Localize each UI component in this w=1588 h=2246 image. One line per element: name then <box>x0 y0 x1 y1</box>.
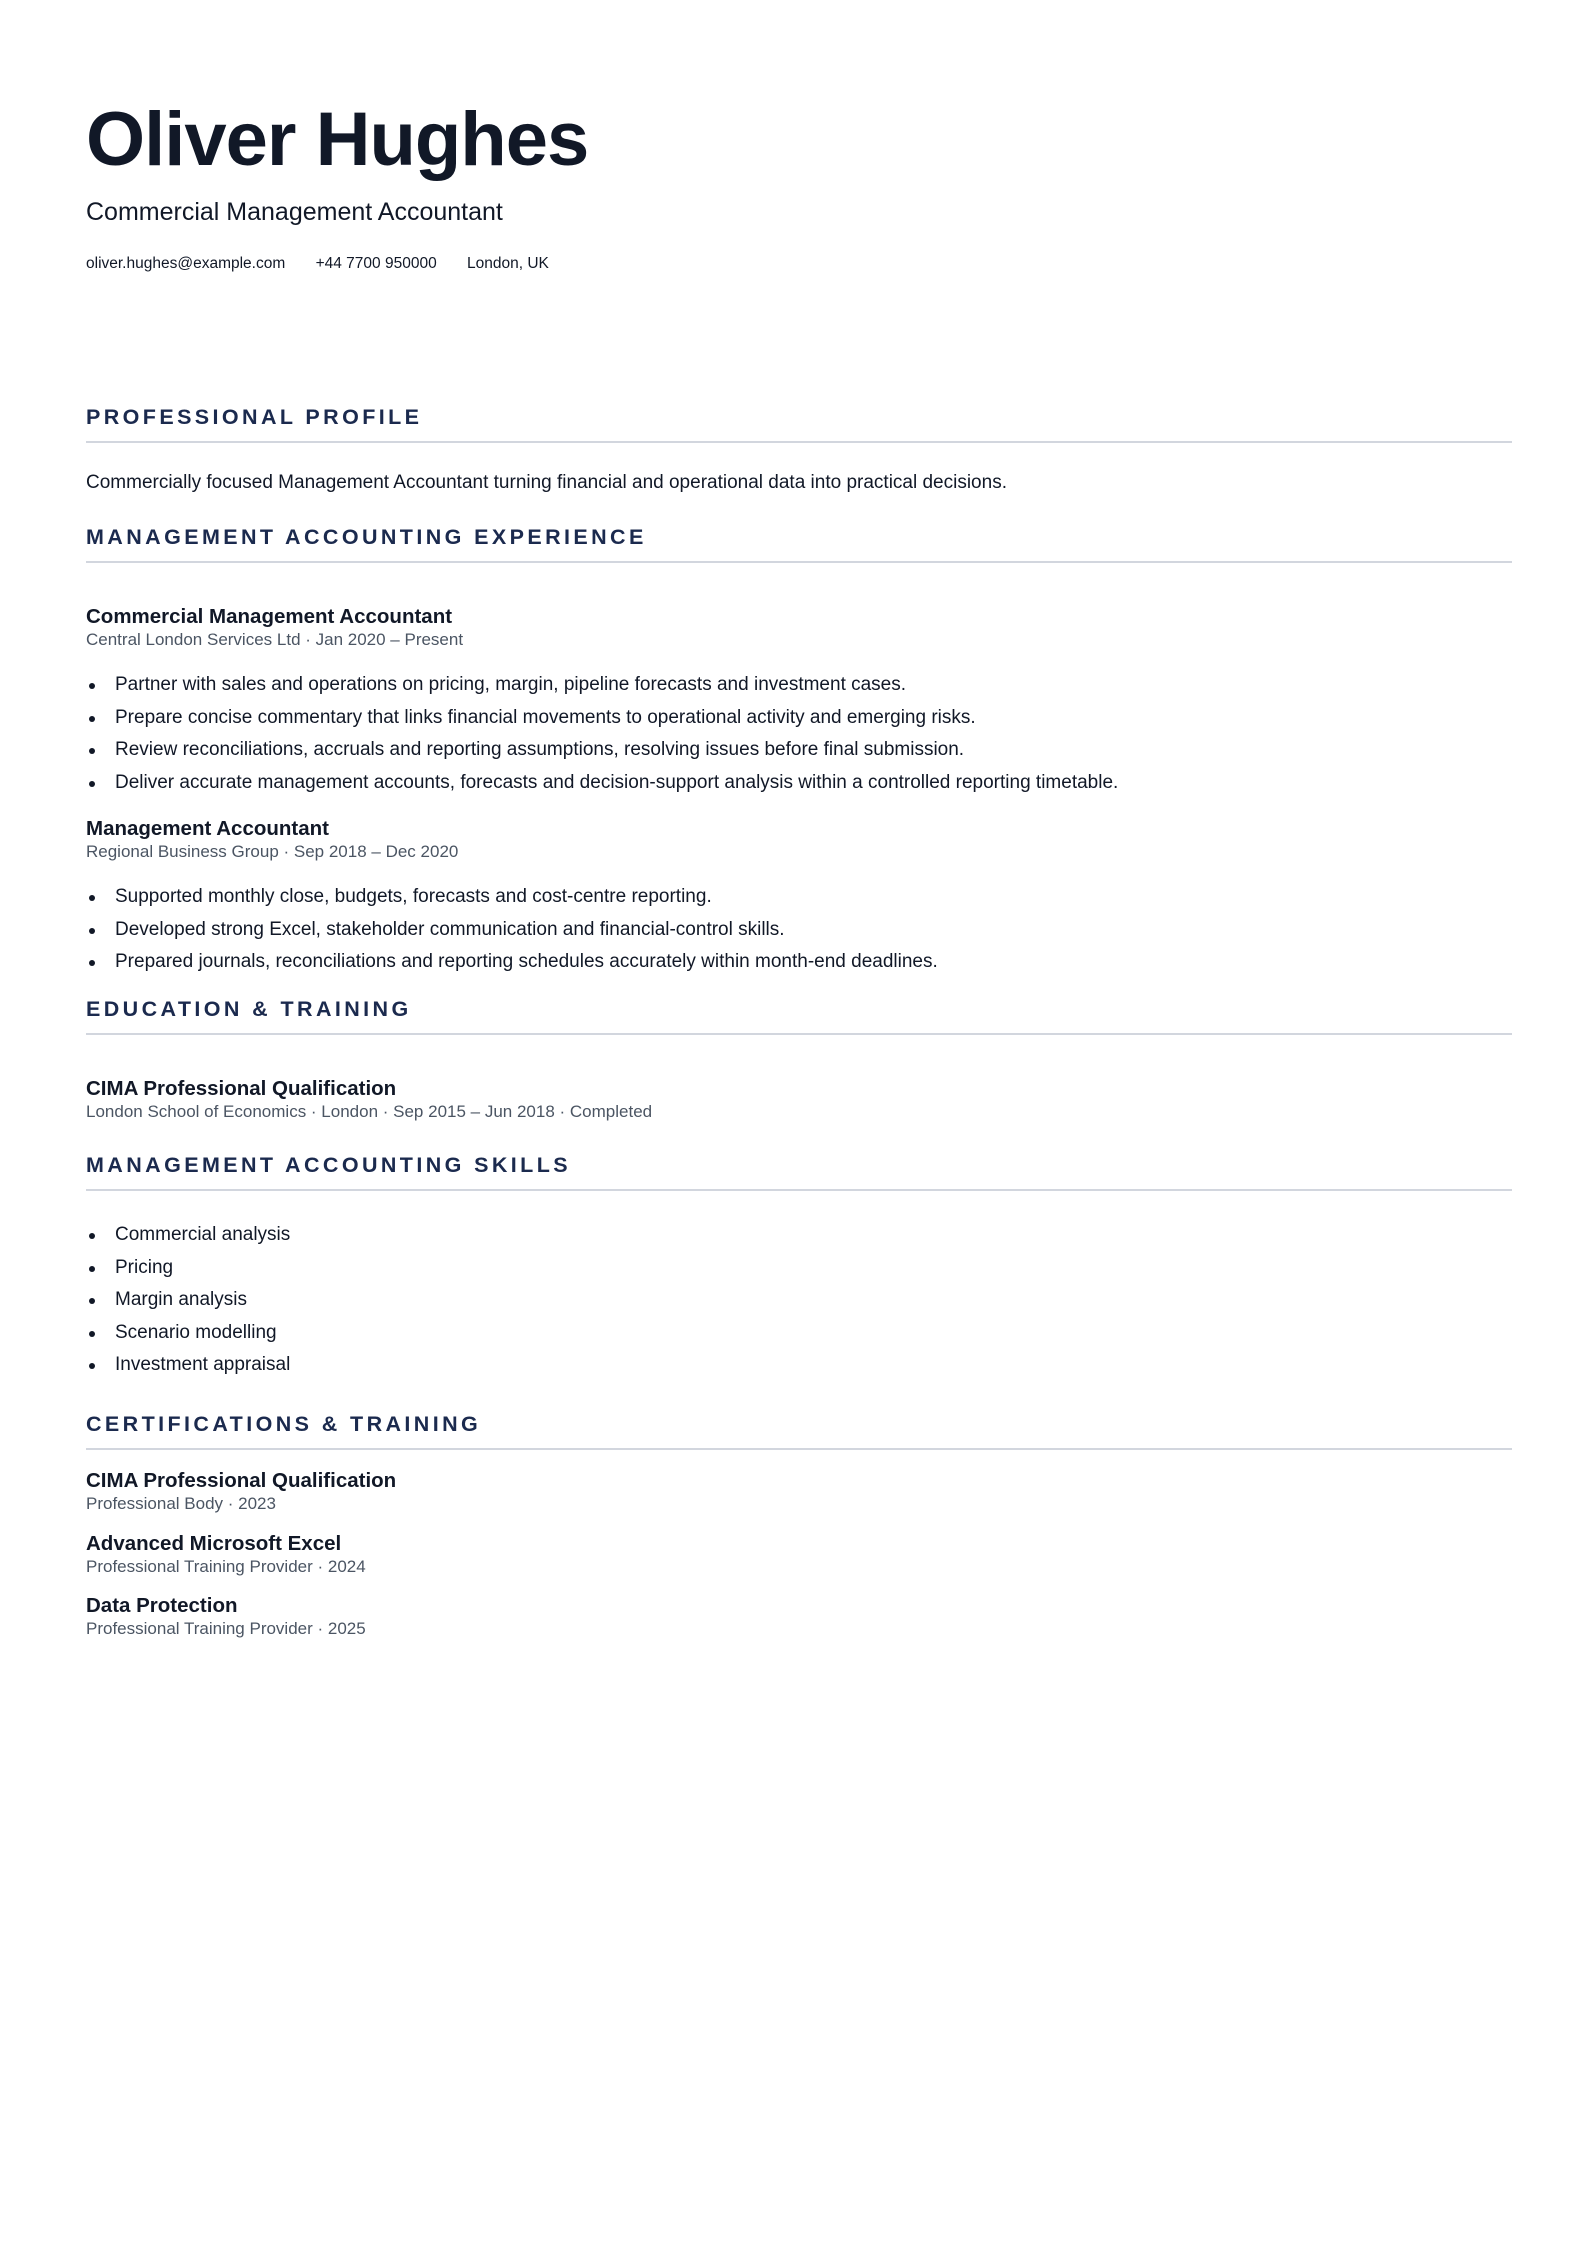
education-meta: London School of Economics · London · Sep 2015 – Jun 2018 · Completed <box>86 1102 653 1121</box>
education-item <box>86 1077 652 1123</box>
list-item: Commercial analysis <box>86 1219 290 1252</box>
list-item: Margin analysis <box>86 1284 290 1317</box>
section-heading-profile: PROFESSIONAL PROFILE <box>86 403 1512 443</box>
section-heading-certifications: CERTIFICATIONS & TRAINING <box>86 1410 1512 1450</box>
certification-item <box>86 1594 366 1640</box>
skills-list <box>86 1219 290 1382</box>
certification-title: CIMA Professional Qualification <box>86 1469 397 1492</box>
candidate-name: Oliver Hughes <box>86 97 589 182</box>
profile-summary: Commercially focused Management Accountant turning financial and operational data into practical decisions. <box>86 472 1007 493</box>
contact-location: London, UK <box>467 255 549 272</box>
role-bullets <box>86 881 938 979</box>
role-title: Commercial Management Accountant <box>86 605 453 628</box>
list-item: Deliver accurate management accounts, forecasts and decision-support analysis within a controlled reporting timetable. <box>86 767 1118 800</box>
list-item: Partner with sales and operations on pricing, margin, pipeline forecasts and investment cases. <box>86 669 1118 702</box>
certification-meta: Professional Body · 2023 <box>86 1494 276 1513</box>
certification-meta: Professional Training Provider · 2024 <box>86 1557 366 1576</box>
section-heading-skills: MANAGEMENT ACCOUNTING SKILLS <box>86 1151 1512 1191</box>
experience-role <box>86 817 458 863</box>
certification-item <box>86 1532 366 1578</box>
contact-phone[interactable]: +44 7700 950000 <box>315 255 437 272</box>
role-title: Management Accountant <box>86 817 329 840</box>
list-item: Investment appraisal <box>86 1349 290 1382</box>
list-item: Supported monthly close, budgets, forecasts and cost-centre reporting. <box>86 881 938 914</box>
education-title: CIMA Professional Qualification <box>86 1077 397 1100</box>
candidate-headline: Commercial Management Accountant <box>86 198 503 226</box>
role-meta: Regional Business Group · Sep 2018 – Dec 2020 <box>86 842 459 861</box>
certification-item <box>86 1469 396 1515</box>
list-item: Scenario modelling <box>86 1317 290 1350</box>
list-item: Developed strong Excel, stakeholder communication and financial-control skills. <box>86 914 938 947</box>
certification-title: Data Protection <box>86 1594 238 1617</box>
section-heading-experience: MANAGEMENT ACCOUNTING EXPERIENCE <box>86 523 1512 563</box>
certification-meta: Professional Training Provider · 2025 <box>86 1619 366 1638</box>
list-item: Pricing <box>86 1252 290 1285</box>
role-bullets <box>86 669 1118 799</box>
contact-email[interactable]: oliver.hughes@example.com <box>86 255 286 272</box>
section-heading-education: EDUCATION & TRAINING <box>86 995 1512 1035</box>
list-item: Prepare concise commentary that links financial movements to operational activity and emerging risks. <box>86 702 1118 735</box>
contact-line <box>86 254 575 274</box>
experience-role <box>86 605 463 651</box>
list-item: Prepared journals, reconciliations and reporting schedules accurately within month-end deadlines. <box>86 946 938 979</box>
list-item: Review reconciliations, accruals and reporting assumptions, resolving issues before final submission. <box>86 734 1118 767</box>
role-meta: Central London Services Ltd · Jan 2020 – Present <box>86 630 464 649</box>
certification-title: Advanced Microsoft Excel <box>86 1532 342 1555</box>
